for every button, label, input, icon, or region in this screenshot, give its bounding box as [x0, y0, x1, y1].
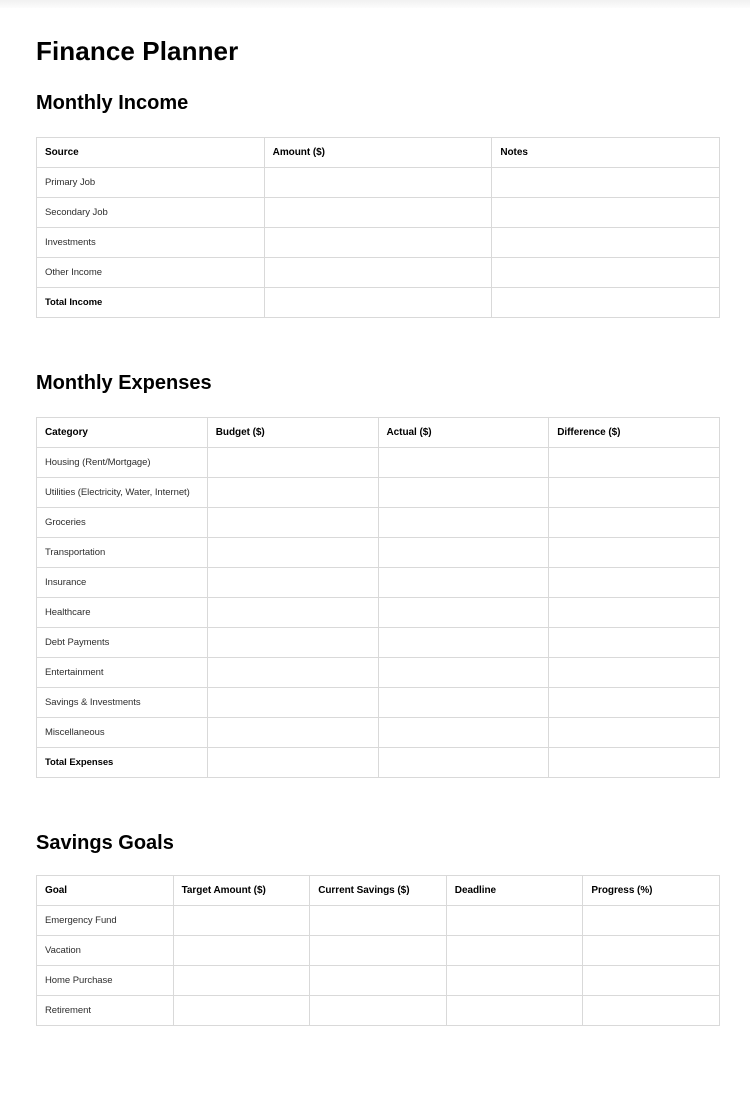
table-row: [37, 288, 720, 318]
row-label-cell: Secondary Job: [37, 198, 265, 228]
empty-value-cell: [583, 996, 720, 1026]
section-monthly-income: [36, 91, 719, 318]
table-row: [37, 228, 720, 258]
empty-value-cell: [583, 936, 720, 966]
empty-value-cell: [549, 568, 720, 598]
row-label-cell: Other Income: [37, 258, 265, 288]
row-label-cell: Housing (Rent/Mortgage): [37, 448, 208, 478]
column-header: Goal: [37, 876, 174, 906]
empty-value-cell: [173, 906, 310, 936]
column-header: Amount ($): [264, 138, 492, 168]
empty-value-cell: [583, 906, 720, 936]
empty-value-cell: [207, 478, 378, 508]
table-row: [37, 688, 720, 718]
table-row: [37, 966, 720, 996]
table-row: [37, 168, 720, 198]
column-header: Category: [37, 418, 208, 448]
savings-goals-heading: Savings Goals: [36, 832, 174, 855]
row-label-cell: Total Income: [37, 288, 265, 318]
empty-value-cell: [310, 996, 447, 1026]
empty-value-cell: [173, 966, 310, 996]
table-row: [37, 508, 720, 538]
monthly-income-heading: Monthly Income: [36, 92, 189, 115]
monthly-expenses-heading: Monthly Expenses: [36, 372, 212, 395]
table-row: [37, 906, 720, 936]
table-row: [37, 568, 720, 598]
row-label-cell: Total Expenses: [37, 748, 208, 778]
empty-value-cell: [378, 508, 549, 538]
row-label-cell: Home Purchase: [37, 966, 174, 996]
table-row: [37, 258, 720, 288]
empty-value-cell: [549, 688, 720, 718]
row-label-cell: Retirement: [37, 996, 174, 1026]
table-row: [37, 448, 720, 478]
empty-value-cell: [264, 228, 492, 258]
column-header: Notes: [492, 138, 720, 168]
empty-value-cell: [549, 658, 720, 688]
section-monthly-expenses: [36, 371, 719, 778]
table-row: [37, 478, 720, 508]
header-row: [37, 138, 720, 168]
empty-value-cell: [492, 198, 720, 228]
empty-value-cell: [549, 598, 720, 628]
empty-value-cell: [378, 658, 549, 688]
row-label-cell: Healthcare: [37, 598, 208, 628]
empty-value-cell: [492, 258, 720, 288]
empty-value-cell: [207, 598, 378, 628]
empty-value-cell: [264, 288, 492, 318]
empty-value-cell: [549, 508, 720, 538]
empty-value-cell: [310, 966, 447, 996]
empty-value-cell: [207, 748, 378, 778]
row-label-cell: Transportation: [37, 538, 208, 568]
row-label-cell: Primary Job: [37, 168, 265, 198]
empty-value-cell: [378, 628, 549, 658]
empty-value-cell: [583, 966, 720, 996]
column-header: Progress (%): [583, 876, 720, 906]
empty-value-cell: [378, 568, 549, 598]
table-row: [37, 658, 720, 688]
empty-value-cell: [549, 718, 720, 748]
empty-value-cell: [378, 538, 549, 568]
empty-value-cell: [264, 258, 492, 288]
table-row: [37, 718, 720, 748]
empty-value-cell: [378, 748, 549, 778]
row-label-cell: Miscellaneous: [37, 718, 208, 748]
empty-value-cell: [378, 598, 549, 628]
empty-value-cell: [264, 168, 492, 198]
empty-value-cell: [310, 936, 447, 966]
monthly-expenses-table: [36, 417, 720, 778]
empty-value-cell: [207, 448, 378, 478]
empty-value-cell: [378, 718, 549, 748]
empty-value-cell: [310, 906, 447, 936]
row-label-cell: Utilities (Electricity, Water, Internet): [37, 478, 208, 508]
empty-value-cell: [446, 966, 583, 996]
empty-value-cell: [264, 198, 492, 228]
column-header: Current Savings ($): [310, 876, 447, 906]
row-label-cell: Investments: [37, 228, 265, 258]
empty-value-cell: [378, 448, 549, 478]
row-label-cell: Groceries: [37, 508, 208, 538]
empty-value-cell: [549, 748, 720, 778]
section-savings-goals: [36, 831, 719, 1026]
table-row: [37, 538, 720, 568]
page-top-edge: [0, 0, 750, 8]
column-header: Deadline: [446, 876, 583, 906]
monthly-income-table: [36, 137, 720, 318]
empty-value-cell: [207, 658, 378, 688]
empty-value-cell: [492, 168, 720, 198]
savings-goals-table: [36, 875, 720, 1026]
empty-value-cell: [173, 996, 310, 1026]
empty-value-cell: [207, 568, 378, 598]
column-header: Source: [37, 138, 265, 168]
column-header: Target Amount ($): [173, 876, 310, 906]
row-label-cell: Vacation: [37, 936, 174, 966]
table-row: [37, 198, 720, 228]
empty-value-cell: [378, 688, 549, 718]
empty-value-cell: [446, 996, 583, 1026]
empty-value-cell: [173, 936, 310, 966]
header-row: [37, 418, 720, 448]
column-header: Difference ($): [549, 418, 720, 448]
table-row: [37, 748, 720, 778]
row-label-cell: Emergency Fund: [37, 906, 174, 936]
empty-value-cell: [378, 478, 549, 508]
empty-value-cell: [549, 448, 720, 478]
empty-value-cell: [446, 936, 583, 966]
document-title: Finance Planner: [36, 36, 239, 66]
empty-value-cell: [207, 508, 378, 538]
empty-value-cell: [549, 628, 720, 658]
empty-value-cell: [446, 906, 583, 936]
empty-value-cell: [492, 288, 720, 318]
row-label-cell: Insurance: [37, 568, 208, 598]
empty-value-cell: [549, 538, 720, 568]
empty-value-cell: [207, 688, 378, 718]
column-header: Actual ($): [378, 418, 549, 448]
empty-value-cell: [207, 718, 378, 748]
row-label-cell: Savings & Investments: [37, 688, 208, 718]
table-row: [37, 598, 720, 628]
finance-planner-document: [0, 36, 750, 1066]
table-row: [37, 936, 720, 966]
column-header: Budget ($): [207, 418, 378, 448]
header-row: [37, 876, 720, 906]
row-label-cell: Entertainment: [37, 658, 208, 688]
row-label-cell: Debt Payments: [37, 628, 208, 658]
table-row: [37, 628, 720, 658]
empty-value-cell: [207, 628, 378, 658]
empty-value-cell: [549, 478, 720, 508]
empty-value-cell: [492, 228, 720, 258]
table-row: [37, 996, 720, 1026]
empty-value-cell: [207, 538, 378, 568]
